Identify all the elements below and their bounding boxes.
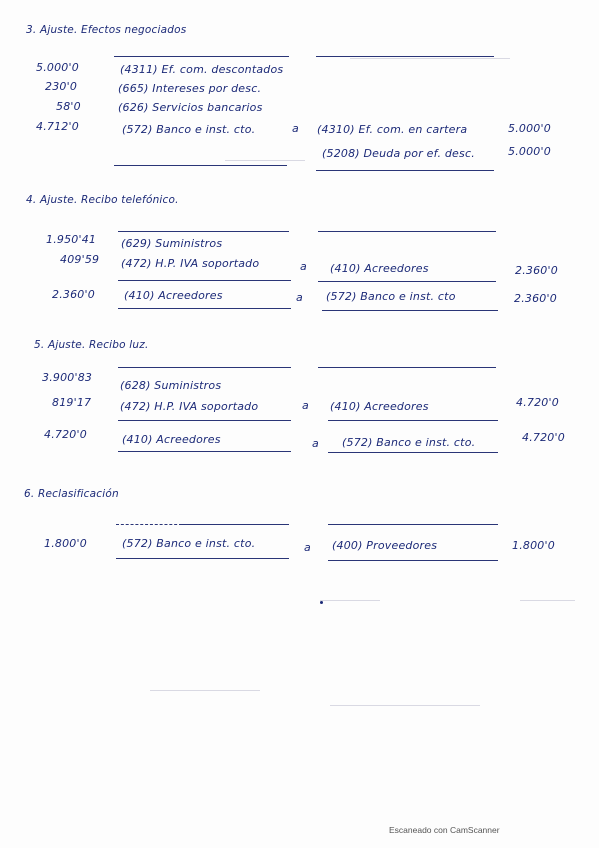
debit-account: (410) Acreedores xyxy=(124,289,223,302)
debit-account: (410) Acreedores xyxy=(122,433,221,446)
entry-rule xyxy=(118,280,291,281)
bleed-through-line xyxy=(320,600,380,601)
entry-top-rule xyxy=(118,231,289,232)
ink-dot xyxy=(320,601,323,604)
bleed-through-line xyxy=(330,705,480,706)
debit-amount: 58'0 xyxy=(56,100,81,113)
debit-account: (628) Suministros xyxy=(120,379,222,392)
entry-bottom-rule xyxy=(322,310,498,311)
credit-amount: 5.000'0 xyxy=(508,122,551,135)
credit-account: (410) Acreedores xyxy=(330,262,429,275)
debit-amount: 2.360'0 xyxy=(52,288,95,301)
entry-top-rule xyxy=(318,367,496,368)
entry-bottom-rule xyxy=(316,170,494,171)
debit-amount: 1.950'41 xyxy=(46,233,97,246)
connector-a: a xyxy=(300,260,307,273)
connector-a: a xyxy=(302,399,309,412)
credit-amount: 2.360'0 xyxy=(515,264,558,277)
debit-account: (572) Banco e inst. cto. xyxy=(122,123,256,136)
debit-account: (472) H.P. IVA soportado xyxy=(121,257,260,270)
credit-amount: 4.720'0 xyxy=(516,396,559,409)
section-title: 4. Ajuste. Recibo telefónico. xyxy=(26,194,179,206)
entry-rule xyxy=(118,420,291,421)
entry-rule xyxy=(328,420,498,421)
bleed-through-line xyxy=(520,600,575,601)
credit-account: (400) Proveedores xyxy=(332,539,438,552)
credit-account: (572) Banco e inst. cto xyxy=(326,290,456,303)
credit-amount: 1.800'0 xyxy=(512,539,555,552)
debit-amount: 409'59 xyxy=(60,253,100,266)
bleed-through-line xyxy=(225,160,305,161)
entry-top-rule xyxy=(182,524,289,525)
debit-amount: 230'0 xyxy=(45,80,78,93)
connector-a: a xyxy=(312,437,319,450)
debit-account: (472) H.P. IVA soportado xyxy=(120,400,259,413)
scanner-watermark: Escaneado con CamScanner xyxy=(389,825,500,835)
connector-a: a xyxy=(292,122,299,135)
debit-account: (629) Suministros xyxy=(121,237,223,250)
entry-top-rule xyxy=(116,524,182,525)
debit-amount: 4.720'0 xyxy=(44,428,87,441)
debit-amount: 1.800'0 xyxy=(44,537,87,550)
debit-amount: 4.712'0 xyxy=(36,120,79,133)
section-title: 3. Ajuste. Efectos negociados xyxy=(26,24,187,36)
entry-bottom-rule xyxy=(114,165,287,166)
entry-top-rule xyxy=(328,524,498,525)
connector-a: a xyxy=(296,291,303,304)
debit-amount: 3.900'83 xyxy=(42,371,93,384)
credit-account: (5208) Deuda por ef. desc. xyxy=(322,147,475,160)
entry-top-rule xyxy=(118,367,291,368)
debit-account: (665) Intereses por desc. xyxy=(118,82,262,95)
section-title: 5. Ajuste. Recibo luz. xyxy=(34,339,149,351)
entry-rule xyxy=(318,281,496,282)
entry-top-rule xyxy=(318,231,496,232)
entry-top-rule xyxy=(316,56,494,57)
bleed-through-line xyxy=(350,58,510,59)
credit-account: (410) Acreedores xyxy=(330,400,429,413)
bleed-through-line xyxy=(150,690,260,691)
credit-amount: 5.000'0 xyxy=(508,145,551,158)
entry-bottom-rule xyxy=(328,560,498,561)
credit-account: (572) Banco e inst. cto. xyxy=(342,436,476,449)
debit-account: (572) Banco e inst. cto. xyxy=(122,537,256,550)
debit-amount: 819'17 xyxy=(52,396,92,409)
entry-top-rule xyxy=(114,56,289,57)
credit-account: (4310) Ef. com. en cartera xyxy=(317,123,468,136)
credit-amount: 2.360'0 xyxy=(514,292,557,305)
debit-account: (4311) Ef. com. descontados xyxy=(120,63,284,76)
section-title: 6. Reclasificación xyxy=(24,488,119,500)
entry-bottom-rule xyxy=(118,451,291,452)
connector-a: a xyxy=(304,541,311,554)
debit-amount: 5.000'0 xyxy=(36,61,79,74)
entry-bottom-rule xyxy=(328,452,498,453)
entry-bottom-rule xyxy=(118,308,291,309)
credit-amount: 4.720'0 xyxy=(522,431,565,444)
entry-bottom-rule xyxy=(116,558,289,559)
debit-account: (626) Servicios bancarios xyxy=(118,101,263,114)
